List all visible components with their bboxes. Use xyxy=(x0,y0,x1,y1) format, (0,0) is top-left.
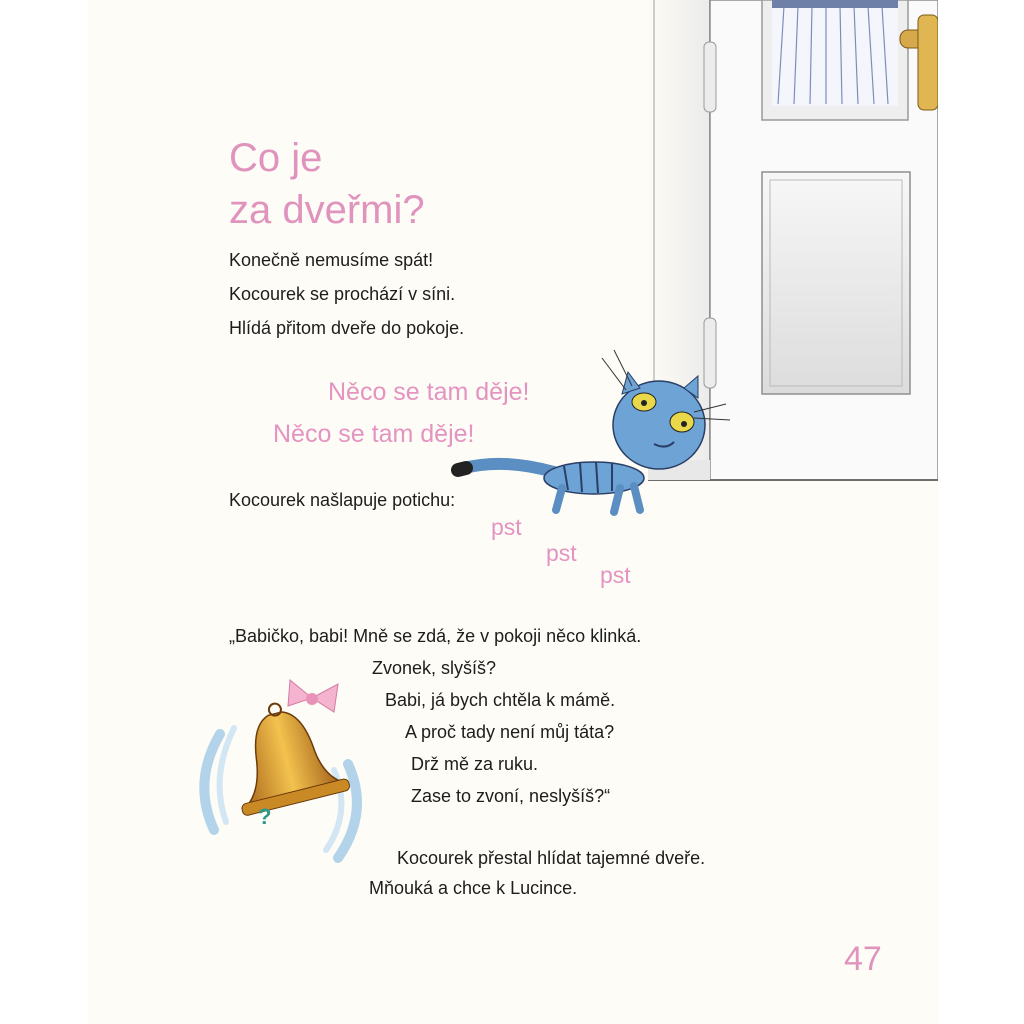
dialogue-line-4: A proč tady není můj táta? xyxy=(405,722,615,742)
intro-line-2: Kocourek se prochází v síni. xyxy=(229,284,456,304)
dialogue-line-3: Babi, já bych chtěla k mámě. xyxy=(385,690,616,710)
exclaim-line-2: Něco se tam děje! xyxy=(273,420,475,448)
dialogue-line-2: Zvonek, slyšíš? xyxy=(372,658,497,678)
intro-line-1: Konečně nemusíme spát! xyxy=(229,250,434,270)
ending-line-1: Kocourek přestal hlídat tajemné dveře. xyxy=(397,848,706,868)
dialogue-line-1: „Babičko, babi! Mně se zdá, že v pokoji něco klinká. xyxy=(229,626,642,646)
tiptoe-line: Kocourek našlapuje potichu: xyxy=(229,490,456,510)
intro-line-3: Hlídá přitom dveře do pokoje. xyxy=(229,318,465,338)
cat-illustration xyxy=(444,350,704,520)
exclaim-line-1: Něco se tam děje! xyxy=(328,378,530,406)
dialogue-line-6: Zase to zvoní, neslyšíš?“ xyxy=(411,786,611,806)
page-title-line1: Co je xyxy=(229,136,323,180)
bell-illustration xyxy=(188,672,378,872)
pst-3: pst xyxy=(600,562,631,588)
dialogue-line-5: Drž mě za ruku. xyxy=(411,754,539,774)
page-title-line2: za dveřmi? xyxy=(229,188,425,232)
page-number: 47 xyxy=(844,940,882,978)
bell-question-mark: ? xyxy=(258,804,272,829)
pst-1: pst xyxy=(491,514,522,540)
ending-line-2: Mňouká a chce k Lucince. xyxy=(369,878,578,898)
book-page xyxy=(88,0,938,1024)
pst-2: pst xyxy=(546,540,577,566)
